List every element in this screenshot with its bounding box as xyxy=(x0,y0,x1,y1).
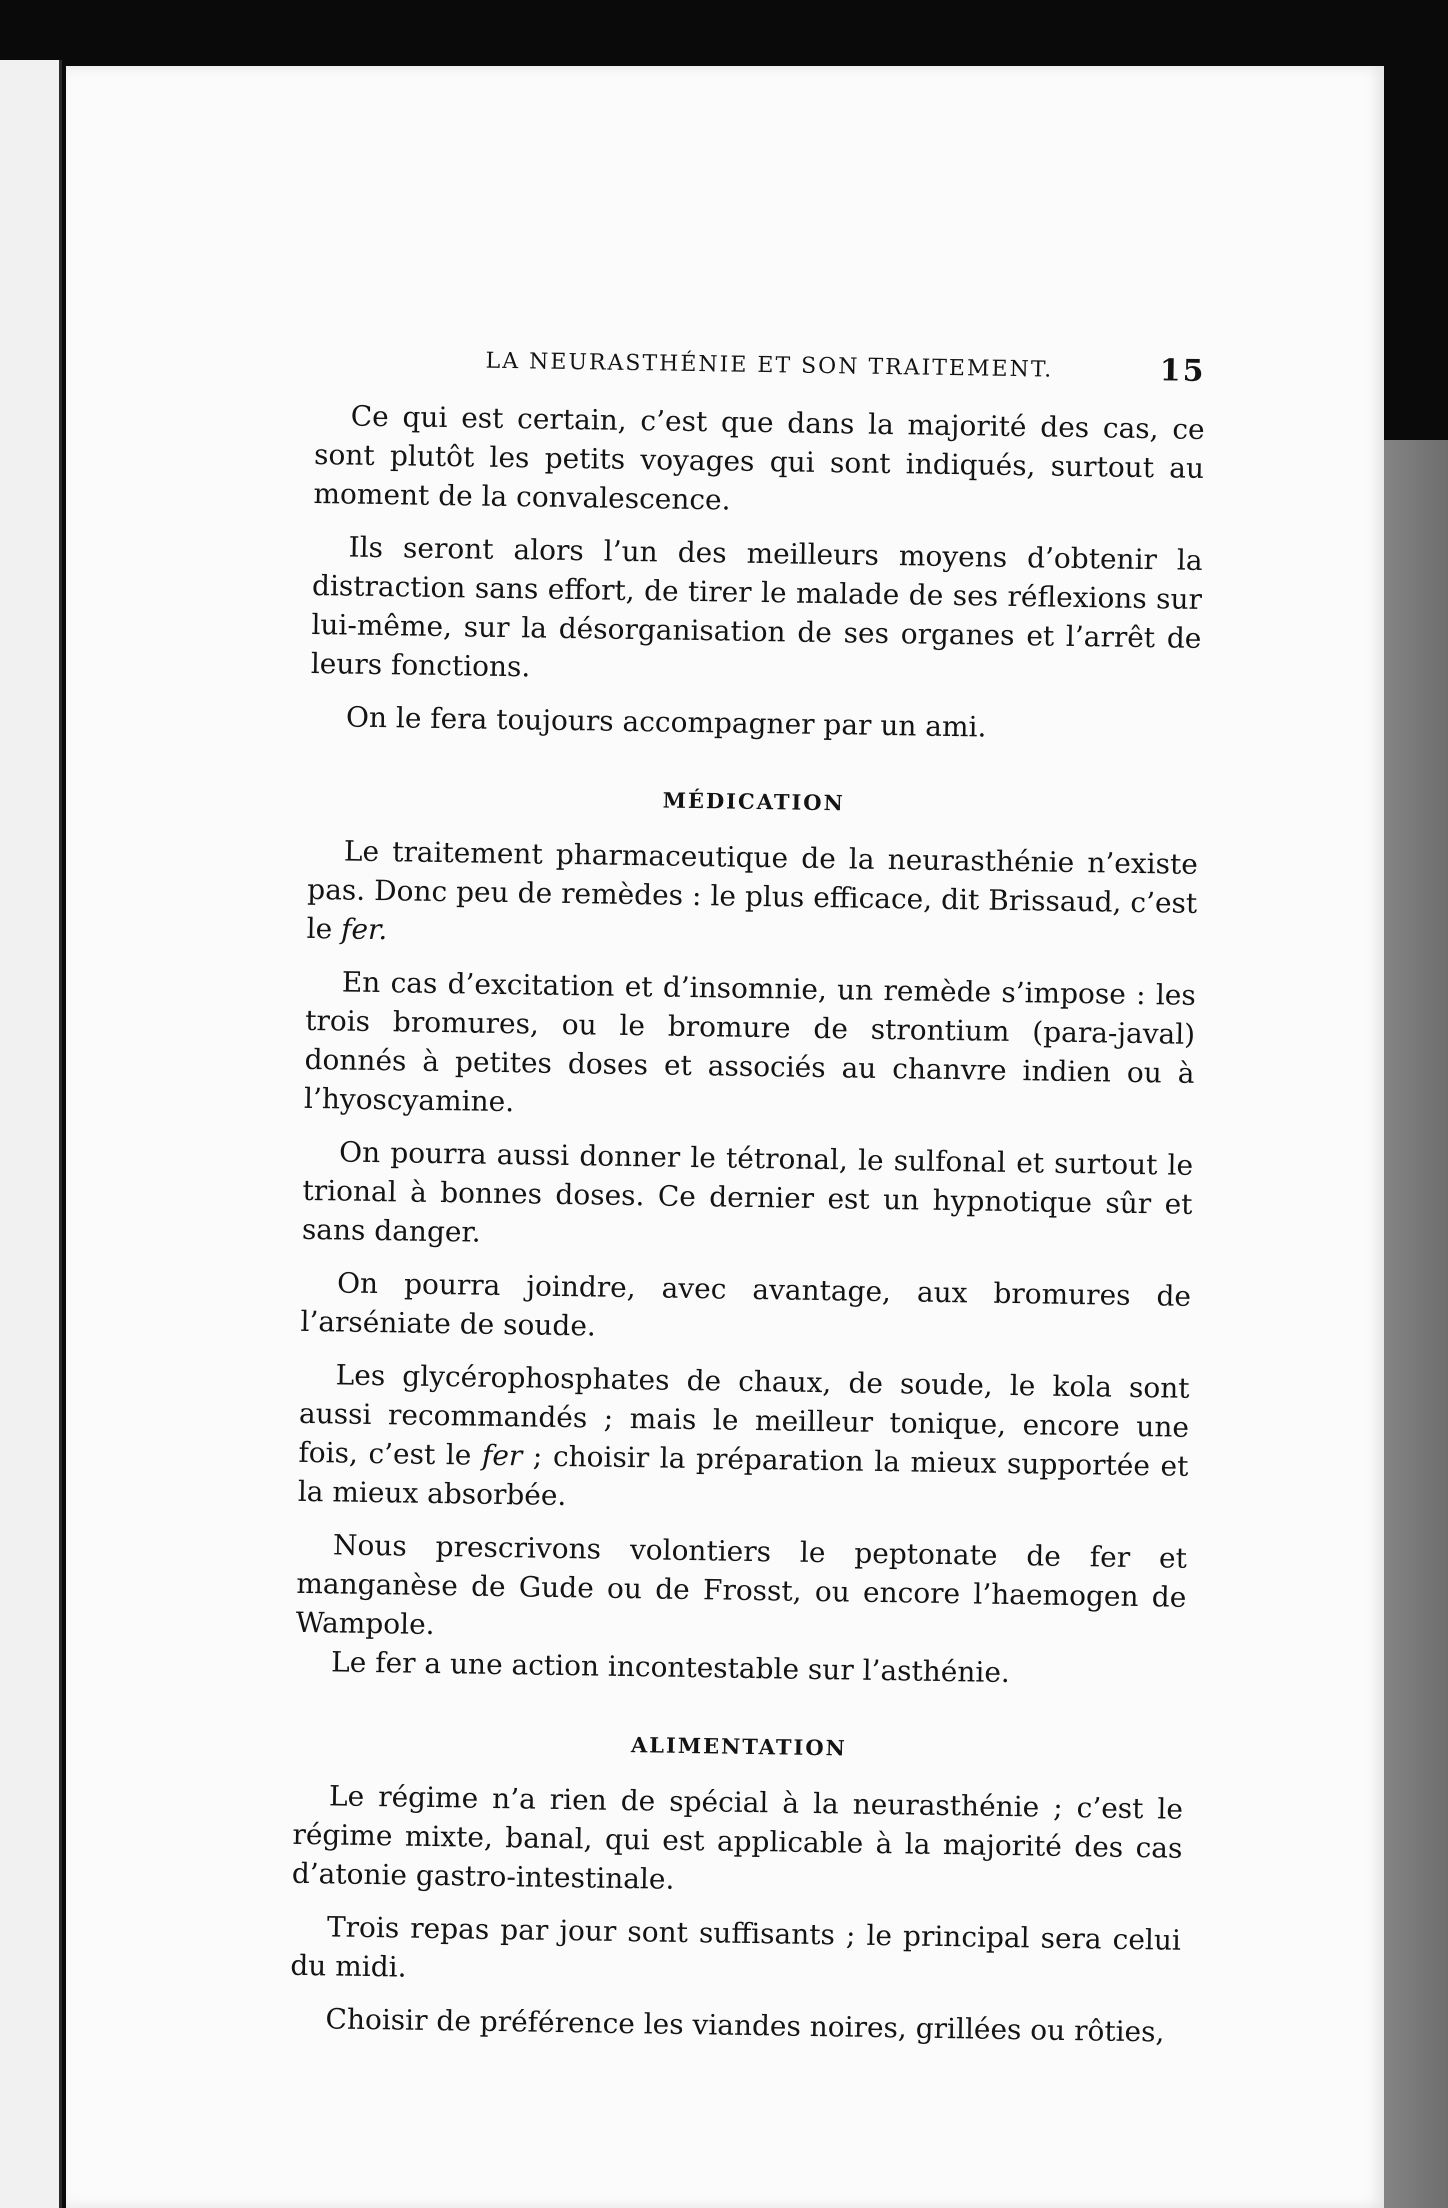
medication-5-text-a: Les glycérophosphates de chaux, de soude, le kola sont aussi recommandés ; mais le meilleur tonique, encore une fois, c’est le xyxy=(298,1358,1190,1472)
paragraph-alimentation-3: Choisir de préférence les viandes noires, grillées ou rôties, xyxy=(325,2002,1165,2049)
paragraph-intro-1: Ce qui est certain, c’est que dans la majorité des cas, ce sont plutôt les petits voyages qui sont indiqués, surtout au moment de la convalescence. xyxy=(313,399,1205,517)
section-title-medication: MÉDICATION xyxy=(662,787,845,816)
paragraph-alimentation-2: Trois repas par jour sont suffisants ; le principal sera celui du midi. xyxy=(290,1910,1182,1984)
paragraph-alimentation-1: Le régime n’a rien de spécial à la neurasthénie ; c’est le régime mixte, banal, qui est applicable à la majorité des cas d’atonie gastro-intestinale. xyxy=(291,1779,1184,1896)
paragraph-medication-6: Nous prescrivons volontiers le peptonate de fer et manganèse de Gude ou de Frosst, ou encore l’haemogen de Wampole. xyxy=(295,1528,1188,1642)
page-number: 15 xyxy=(1159,353,1206,389)
previous-page-edge xyxy=(0,60,62,2208)
section-title-alimentation: ALIMENTATION xyxy=(630,1732,848,1761)
running-head: LA NEURASTHÉNIE ET SON TRAITEMENT. xyxy=(485,348,1054,383)
paragraph-medication-1 xyxy=(306,831,1198,962)
paragraph-medication-4: On pourra joindre, avec avantage, aux bromures de l’arséniate de soude. xyxy=(300,1266,1192,1343)
paragraph-medication-5 xyxy=(298,1355,1190,1525)
page-text-block xyxy=(289,336,1206,2066)
paragraph-intro-2: Ils seront alors l’un des meilleurs moyens d’obtenir la distraction sans effort, de tirer le malade de ses réflexions sur lui-même, sur la désorganisation de ses organes et l’arrêt de leurs fonctions. xyxy=(310,530,1203,684)
medication-5-emphasis: fer xyxy=(481,1438,523,1473)
paragraph-medication-2: En cas d’excitation et d’insomnie, un remède s’impose : les trois bromures, ou le bromure de strontium (para-javal) donnés à petites doses et associés au chanvre indien ou à l’hyoscyamine. xyxy=(303,965,1197,1119)
medication-5-text-b: ; choisir la préparation la mieux supportée et la mieux absorbée. xyxy=(297,1439,1189,1513)
book-page xyxy=(66,66,1384,2208)
paragraph-intro-3: On le fera toujours accompagner par un ami. xyxy=(345,700,987,744)
paragraph-medication-3: On pourra aussi donner le tétronal, le sulfonal et surtout le trional à bonnes doses. Ce dernier est un hypnotique sûr et sans danger. xyxy=(301,1135,1194,1249)
paragraph-medication-7: Le fer a une action incontestable sur l’asthénie. xyxy=(330,1645,1011,1690)
medication-1-text: Le traitement pharmaceutique de la neurasthénie n’existe pas. Donc peu de remèdes : le plus efficace, dit Brissaud, c’est le xyxy=(306,834,1199,946)
medication-1-emphasis: fer. xyxy=(340,912,388,947)
